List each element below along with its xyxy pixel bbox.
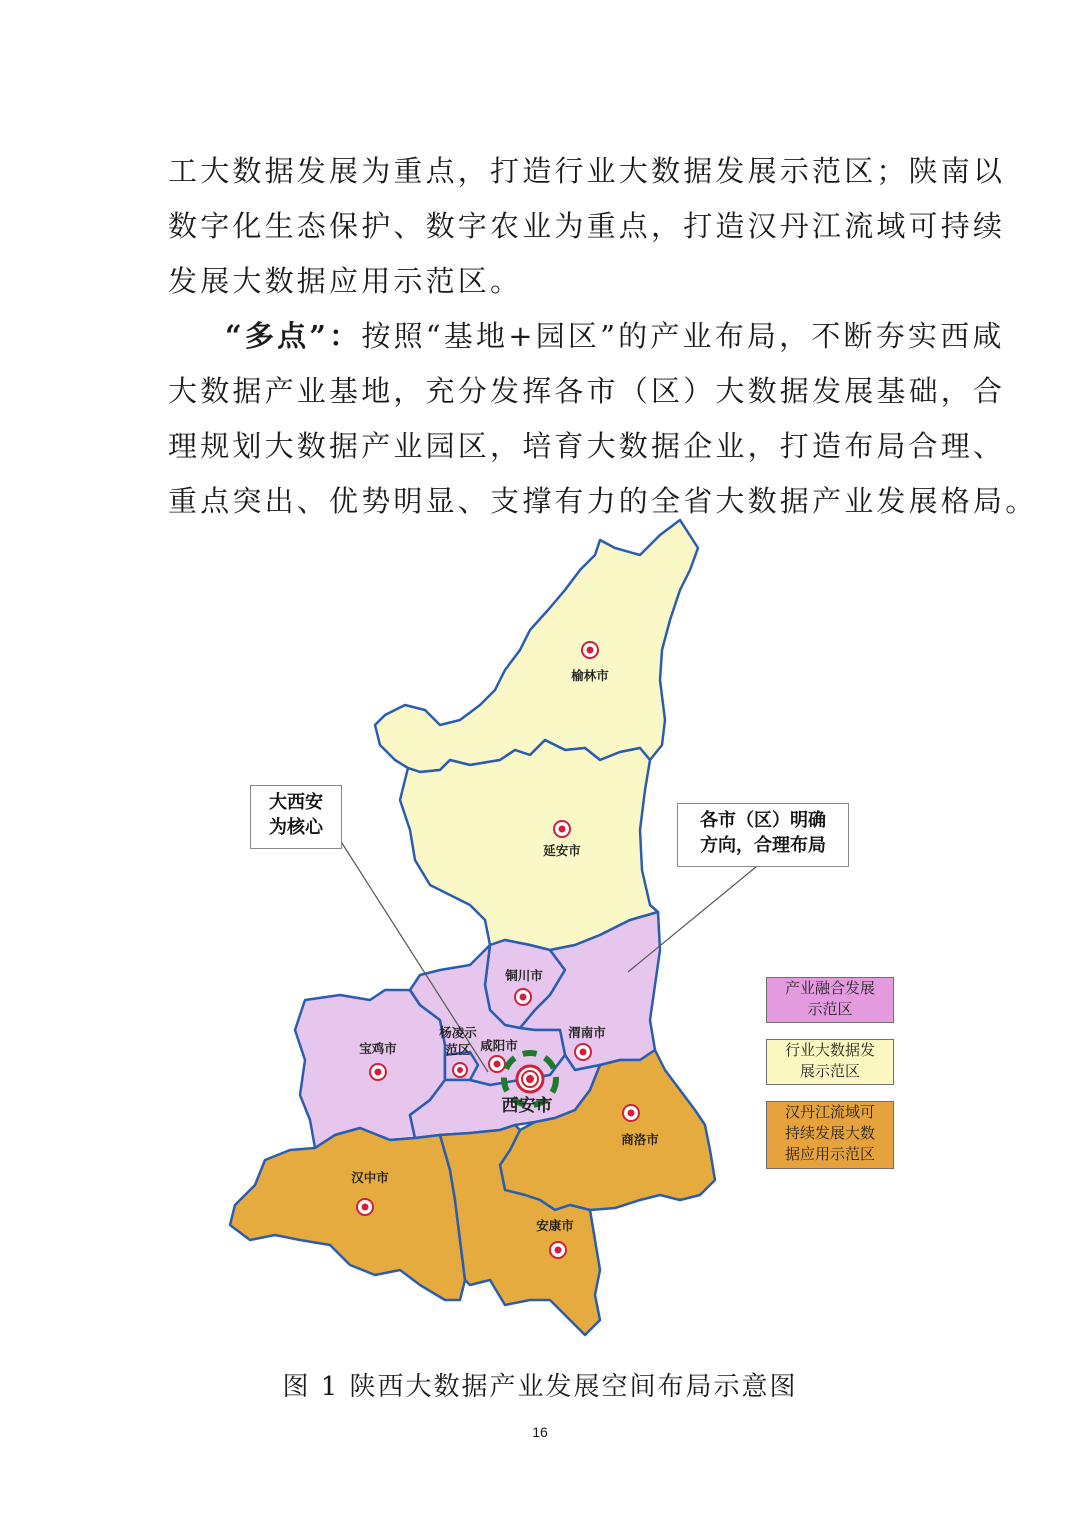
target-dot-icon bbox=[582, 642, 598, 658]
legend-3-line-1: 汉丹江流域可 bbox=[784, 1103, 875, 1121]
body-text-line-3: 发展大数据应用示范区。 bbox=[168, 264, 523, 298]
label-yangling-1: 杨凌示 bbox=[439, 1025, 477, 1040]
label-tongchuan: 铜川市 bbox=[505, 968, 543, 983]
legend-3-line-2: 持续发展大数 bbox=[784, 1124, 875, 1142]
label-yanan: 延安市 bbox=[543, 843, 581, 858]
page-number: 16 bbox=[532, 1424, 548, 1440]
para2-line-1-rest: 按照“基地+园区”的产业布局，不断夯实西咸 bbox=[361, 319, 1005, 353]
body-text-line-2: 数字化生态保护、数字农业为重点，打造汉丹江流域可持续 bbox=[168, 209, 1006, 243]
target-dot-icon bbox=[575, 1044, 591, 1060]
legend-3-line-3: 据应用示范区 bbox=[784, 1145, 875, 1163]
legend-2-line-1: 行业大数据发 bbox=[784, 1041, 875, 1059]
callout-layout-line-2: 方向，合理布局 bbox=[700, 835, 826, 856]
label-hanzhong: 汉中市 bbox=[351, 1170, 389, 1185]
label-xian: 西安市 bbox=[501, 1096, 553, 1116]
region-hanzhong bbox=[230, 1128, 465, 1300]
para2-line-2: 大数据产业基地，充分发挥各市（区）大数据发展基础，合 bbox=[168, 374, 1006, 408]
legend-2-line-2: 展示范区 bbox=[799, 1062, 860, 1080]
label-shangluo: 商洛市 bbox=[621, 1132, 659, 1147]
label-yangling-2: 范区 bbox=[445, 1042, 471, 1057]
para2-lead: “多点”： bbox=[225, 319, 362, 353]
target-dot-icon bbox=[453, 1063, 467, 1077]
target-dot-icon bbox=[357, 1199, 373, 1215]
label-xianyang: 咸阳市 bbox=[480, 1038, 518, 1053]
callout-layout-line-1: 各市（区）明确 bbox=[700, 810, 826, 831]
target-dot-icon bbox=[623, 1105, 639, 1121]
label-yulin: 榆林市 bbox=[571, 668, 609, 683]
callout-core-line-2: 为核心 bbox=[269, 817, 323, 838]
label-baoji: 宝鸡市 bbox=[359, 1041, 397, 1056]
callout-core-line-1: 大西安 bbox=[269, 792, 323, 813]
target-dot-icon bbox=[515, 989, 531, 1005]
legend-industry-integration bbox=[766, 977, 894, 1023]
figure-caption: 图 1 陕西大数据产业发展空间布局示意图 bbox=[282, 1372, 798, 1402]
para2-line-3: 理规划大数据产业园区，培育大数据企业，打造布局合理、 bbox=[168, 429, 1006, 463]
callout-core bbox=[250, 785, 342, 849]
target-dot-icon bbox=[550, 1242, 566, 1258]
label-ankang: 安康市 bbox=[536, 1218, 574, 1233]
region-yanan bbox=[400, 740, 658, 950]
label-weinan: 渭南市 bbox=[568, 1025, 606, 1040]
legend-1-line-1: 产业融合发展 bbox=[784, 979, 875, 997]
body-text-line-1: 工大数据发展为重点，打造行业大数据发展示范区；陕南以 bbox=[168, 154, 1006, 188]
target-dot-icon bbox=[554, 821, 570, 837]
para2-line-4: 重点突出、优势明显、支撑有力的全省大数据产业发展格局。 bbox=[168, 484, 1038, 518]
legend-han-dan-river bbox=[766, 1101, 894, 1169]
target-dot-icon bbox=[370, 1064, 386, 1080]
legend-industry-bigdata bbox=[766, 1039, 894, 1085]
callout-layout bbox=[677, 803, 849, 867]
target-dot-icon bbox=[489, 1056, 505, 1072]
legend-1-line-2: 示范区 bbox=[807, 1000, 853, 1018]
region-yulin bbox=[375, 520, 698, 772]
